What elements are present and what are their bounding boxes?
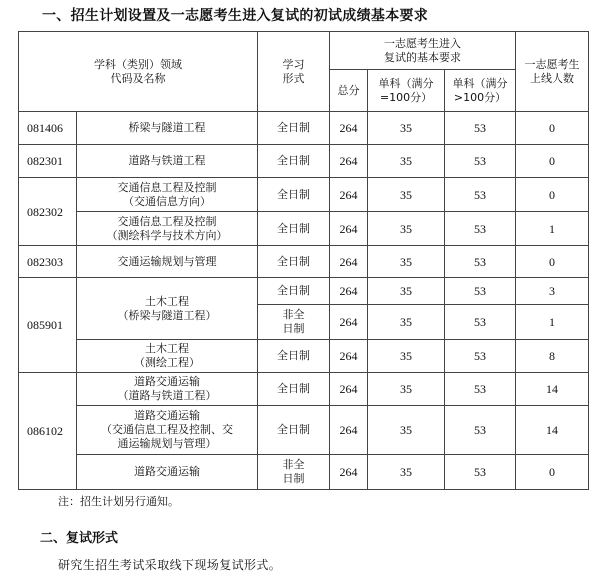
header-count: 一志愿考生 上线人数 (516, 32, 589, 112)
single-gt100-cell: 53 (445, 178, 516, 212)
table-row (19, 145, 589, 178)
table-row (19, 212, 589, 246)
total-cell: 264 (330, 278, 368, 305)
mode-cell: 全日制 (258, 145, 330, 178)
total-cell: 264 (330, 178, 368, 212)
total-cell: 264 (330, 145, 368, 178)
header-mode: 学习 形式 (258, 32, 330, 112)
single-le100-cell: 35 (368, 145, 445, 178)
single-gt100-cell: 53 (445, 145, 516, 178)
total-cell: 264 (330, 246, 368, 278)
count-cell: 8 (516, 340, 589, 373)
table-row (19, 178, 589, 212)
admission-requirements-table (18, 31, 589, 490)
table-row (19, 340, 589, 373)
single-le100-cell: 35 (368, 246, 445, 278)
mode-cell: 全日制 (258, 246, 330, 278)
single-le100-cell: 35 (368, 373, 445, 406)
single-gt100-cell: 53 (445, 455, 516, 490)
name-cell: 交通信息工程及控制 （测绘科学与技术方向） (77, 212, 258, 246)
code-cell: 086102 (19, 373, 77, 490)
table-row (19, 246, 589, 278)
table-row (19, 278, 589, 305)
count-cell: 0 (516, 112, 589, 145)
header-single-gt100: 单科（满分 >100分） (445, 70, 516, 112)
name-cell: 道路交通运输 (77, 455, 258, 490)
section-2-title: 二、复试形式 (40, 531, 119, 546)
count-cell: 3 (516, 278, 589, 305)
header-single-le100: 单科（满分 =100分） (368, 70, 445, 112)
single-le100-cell: 35 (368, 112, 445, 145)
name-cell: 桥梁与隧道工程 (77, 112, 258, 145)
header-total: 总分 (330, 70, 368, 112)
mode-cell: 全日制 (258, 340, 330, 373)
table-row (19, 406, 589, 455)
total-cell: 264 (330, 406, 368, 455)
count-cell: 1 (516, 212, 589, 246)
code-cell: 082303 (19, 246, 77, 278)
single-gt100-cell: 53 (445, 373, 516, 406)
code-cell: 085901 (19, 278, 77, 373)
mode-cell: 非全 日制 (258, 455, 330, 490)
total-cell: 264 (330, 455, 368, 490)
count-cell: 1 (516, 305, 589, 340)
single-le100-cell: 35 (368, 305, 445, 340)
name-cell: 道路交通运输 （交通信息工程及控制、交 通运输规划与管理） (77, 406, 258, 455)
mode-cell: 全日制 (258, 178, 330, 212)
single-le100-cell: 35 (368, 455, 445, 490)
code-cell: 081406 (19, 112, 77, 145)
total-cell: 264 (330, 112, 368, 145)
total-cell: 264 (330, 340, 368, 373)
mode-cell: 全日制 (258, 212, 330, 246)
single-le100-cell: 35 (368, 340, 445, 373)
total-cell: 264 (330, 212, 368, 246)
single-gt100-cell: 53 (445, 406, 516, 455)
total-cell: 264 (330, 373, 368, 406)
single-gt100-cell: 53 (445, 305, 516, 340)
mode-cell: 全日制 (258, 406, 330, 455)
header-subject: 学科（类别）领域 代码及名称 (19, 32, 258, 112)
total-cell: 264 (330, 305, 368, 340)
single-le100-cell: 35 (368, 406, 445, 455)
count-cell: 0 (516, 455, 589, 490)
name-cell: 土木工程 （测绘工程） (77, 340, 258, 373)
count-cell: 14 (516, 373, 589, 406)
single-le100-cell: 35 (368, 178, 445, 212)
header-basic-requirements: 一志愿考生进入 复试的基本要求 (330, 32, 516, 70)
single-gt100-cell: 53 (445, 112, 516, 145)
count-cell: 0 (516, 145, 589, 178)
table-note: 注：招生计划另行通知。 (58, 495, 179, 508)
section-1-title: 一、招生计划设置及一志愿考生进入复试的初试成绩基本要求 (42, 8, 429, 24)
mode-cell: 全日制 (258, 373, 330, 406)
name-cell: 道路交通运输 （道路与铁道工程） (77, 373, 258, 406)
count-cell: 0 (516, 178, 589, 212)
name-cell: 道路与铁道工程 (77, 145, 258, 178)
single-gt100-cell: 53 (445, 246, 516, 278)
section-2-text: 研究生招生考试采取线下现场复试形式。 (58, 558, 282, 572)
mode-cell: 非全 日制 (258, 305, 330, 340)
name-cell: 交通运输规划与管理 (77, 246, 258, 278)
name-cell: 土木工程 （桥梁与隧道工程） (77, 278, 258, 340)
mode-cell: 全日制 (258, 112, 330, 145)
single-gt100-cell: 53 (445, 340, 516, 373)
code-cell: 082301 (19, 145, 77, 178)
table-row (19, 112, 589, 145)
count-cell: 14 (516, 406, 589, 455)
table-row (19, 455, 589, 490)
mode-cell: 全日制 (258, 278, 330, 305)
single-le100-cell: 35 (368, 278, 445, 305)
table-row (19, 373, 589, 406)
single-le100-cell: 35 (368, 212, 445, 246)
code-cell: 082302 (19, 178, 77, 246)
single-gt100-cell: 53 (445, 212, 516, 246)
single-gt100-cell: 53 (445, 278, 516, 305)
count-cell: 0 (516, 246, 589, 278)
name-cell: 交通信息工程及控制 （交通信息方向） (77, 178, 258, 212)
